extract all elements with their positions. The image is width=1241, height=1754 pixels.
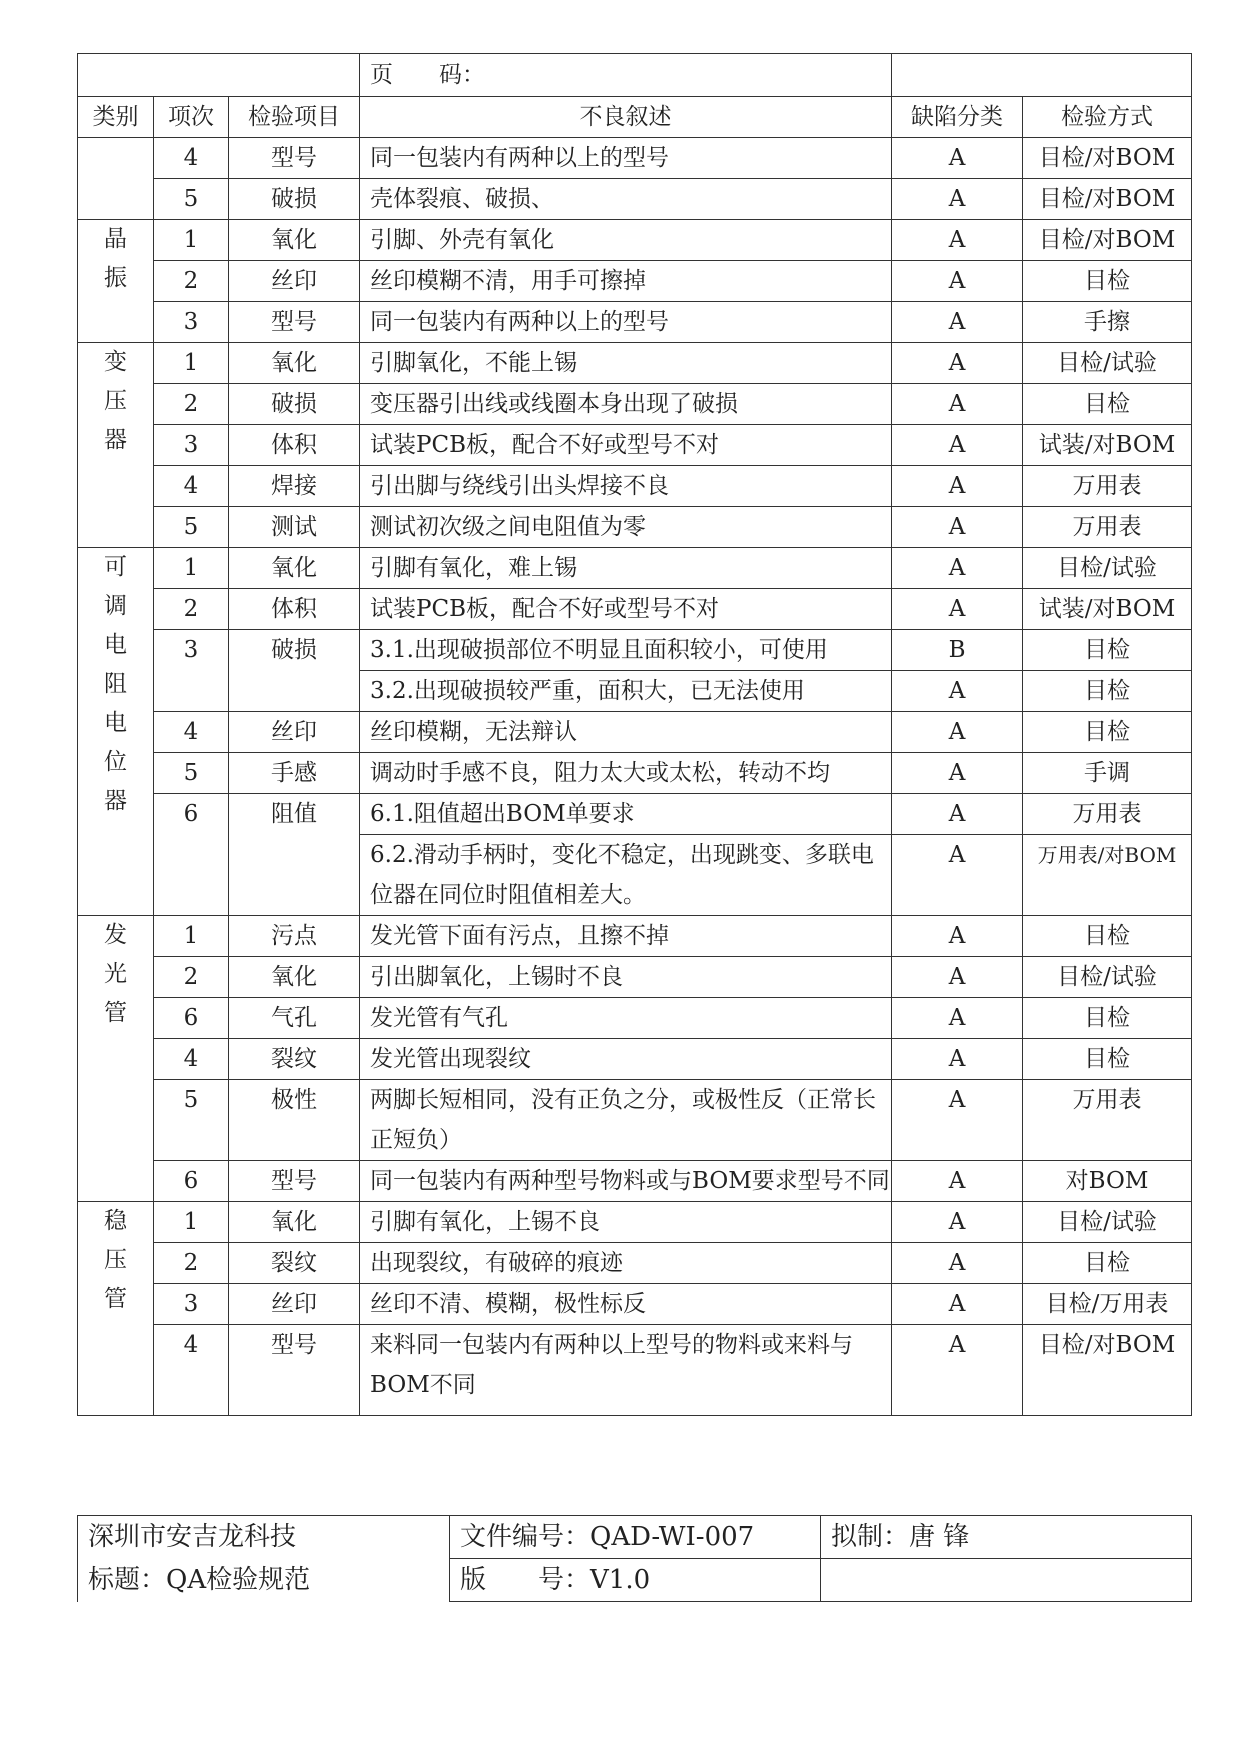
inspection-item: 氧化 [229, 1202, 360, 1243]
defect-class: B [892, 630, 1023, 671]
inspection-method: 目检 [1023, 998, 1192, 1039]
category-cell: 晶振 [78, 220, 154, 343]
inspection-item: 阻值 [229, 794, 360, 916]
table-row [78, 507, 1192, 548]
inspection-method: 对BOM [1023, 1161, 1192, 1202]
defect-class: A [892, 916, 1023, 957]
defect-description: 两脚长短相同，没有正负之分，或极性反（正常长正短负） [360, 1080, 892, 1161]
inspection-method: 目检 [1023, 1039, 1192, 1080]
inspection-method: 目检/对BOM [1023, 1325, 1192, 1416]
table-row [78, 1039, 1192, 1080]
header-inspection-item: 检验项目 [229, 97, 360, 138]
item-number: 6 [154, 998, 229, 1039]
item-number: 1 [154, 916, 229, 957]
defect-description: 壳体裂痕、破损、 [360, 179, 892, 220]
header-defect-description: 不良叙述 [360, 97, 892, 138]
inspection-method: 目检/对BOM [1023, 220, 1192, 261]
table-row [78, 1161, 1192, 1202]
inspection-item: 丝印 [229, 712, 360, 753]
item-number: 3 [154, 425, 229, 466]
inspection-item: 丝印 [229, 1284, 360, 1325]
inspection-item: 型号 [229, 1161, 360, 1202]
defect-description: 引脚有氧化，难上锡 [360, 548, 892, 589]
inspection-item: 型号 [229, 138, 360, 179]
defect-description: 同一包装内有两种以上的型号 [360, 302, 892, 343]
defect-class: A [892, 1325, 1023, 1416]
table-row [78, 425, 1192, 466]
defect-class: A [892, 1243, 1023, 1284]
defect-class: A [892, 220, 1023, 261]
defect-class: A [892, 507, 1023, 548]
inspection-method: 万用表 [1023, 507, 1192, 548]
item-number: 6 [154, 794, 229, 916]
defect-description: 6.1.阻值超出BOM单要求 [360, 794, 892, 835]
defect-description: 丝印模糊，无法辩认 [360, 712, 892, 753]
item-number: 4 [154, 712, 229, 753]
defect-description: 发光管下面有污点，且擦不掉 [360, 916, 892, 957]
category-cell [78, 138, 154, 220]
defect-description: 引脚有氧化，上锡不良 [360, 1202, 892, 1243]
defect-description: 来料同一包装内有两种以上型号的物料或来料与BOM不同 [360, 1325, 892, 1416]
item-number: 2 [154, 261, 229, 302]
inspection-method: 目检 [1023, 384, 1192, 425]
inspection-method: 试装/对BOM [1023, 425, 1192, 466]
defect-description: 引脚、外壳有氧化 [360, 220, 892, 261]
inspection-method: 万用表 [1023, 466, 1192, 507]
defect-description: 引出脚与绕线引出头焊接不良 [360, 466, 892, 507]
item-number: 3 [154, 630, 229, 712]
defect-class: A [892, 753, 1023, 794]
item-number: 4 [154, 1325, 229, 1416]
inspection-item: 氧化 [229, 220, 360, 261]
inspection-item: 气孔 [229, 998, 360, 1039]
item-number: 5 [154, 753, 229, 794]
defect-class: A [892, 1161, 1023, 1202]
defect-class: A [892, 384, 1023, 425]
inspection-item: 破损 [229, 179, 360, 220]
defect-description: 测试初次级之间电阻值为零 [360, 507, 892, 548]
defect-description: 3.1.出现破损部位不明显且面积较小，可使用 [360, 630, 892, 671]
category-cell: 变压器 [78, 343, 154, 548]
table-row [78, 384, 1192, 425]
category-cell: 稳压管 [78, 1202, 154, 1416]
inspection-method: 目检 [1023, 1243, 1192, 1284]
defect-description: 引脚氧化，不能上锡 [360, 343, 892, 384]
category-cell: 可调电阻电位器 [78, 548, 154, 916]
inspection-item: 氧化 [229, 957, 360, 998]
inspection-method: 手调 [1023, 753, 1192, 794]
table-row [78, 1284, 1192, 1325]
table-row [78, 998, 1192, 1039]
inspection-item: 丝印 [229, 261, 360, 302]
inspection-method: 目检/试验 [1023, 1202, 1192, 1243]
table-row [78, 548, 1192, 589]
table-row [78, 916, 1192, 957]
defect-class: A [892, 179, 1023, 220]
item-number: 1 [154, 343, 229, 384]
item-number: 2 [154, 384, 229, 425]
header-inspection-method: 检验方式 [1023, 97, 1192, 138]
drafter: 拟制：唐 锋 [821, 1516, 1192, 1559]
table-row [78, 179, 1192, 220]
inspection-item: 氧化 [229, 548, 360, 589]
defect-description: 丝印模糊不清，用手可擦掉 [360, 261, 892, 302]
item-number: 3 [154, 1284, 229, 1325]
inspection-method: 万用表/对BOM [1023, 835, 1192, 916]
defect-description: 3.2.出现破损较严重，面积大，已无法使用 [360, 671, 892, 712]
inspection-method: 目检 [1023, 630, 1192, 671]
item-number: 5 [154, 1080, 229, 1161]
defect-class: A [892, 957, 1023, 998]
table-row [78, 138, 1192, 179]
item-number: 4 [154, 466, 229, 507]
table-row [78, 630, 1192, 671]
item-number: 1 [154, 220, 229, 261]
inspection-item: 裂纹 [229, 1243, 360, 1284]
inspection-table [77, 53, 1192, 1416]
defect-description: 变压器引出线或线圈本身出现了破损 [360, 384, 892, 425]
table-row [78, 589, 1192, 630]
defect-description: 试装PCB板，配合不好或型号不对 [360, 425, 892, 466]
inspection-item: 测试 [229, 507, 360, 548]
inspection-item: 体积 [229, 589, 360, 630]
document-footer [77, 1515, 1192, 1602]
defect-class: A [892, 1039, 1023, 1080]
defect-class: A [892, 302, 1023, 343]
inspection-method: 目检/试验 [1023, 343, 1192, 384]
document-title: 标题：QA检验规范 [78, 1559, 450, 1602]
inspection-method: 目检/万用表 [1023, 1284, 1192, 1325]
item-number: 4 [154, 1039, 229, 1080]
defect-class: A [892, 466, 1023, 507]
defect-class: A [892, 1284, 1023, 1325]
table-row [78, 794, 1192, 835]
inspection-item: 极性 [229, 1080, 360, 1161]
item-number: 2 [154, 589, 229, 630]
inspection-method: 目检/对BOM [1023, 138, 1192, 179]
inspection-item: 破损 [229, 630, 360, 712]
defect-class: A [892, 998, 1023, 1039]
inspection-item: 裂纹 [229, 1039, 360, 1080]
inspection-item: 型号 [229, 1325, 360, 1416]
item-number: 1 [154, 548, 229, 589]
inspection-item: 体积 [229, 425, 360, 466]
defect-class: A [892, 589, 1023, 630]
header-category: 类别 [78, 97, 154, 138]
item-number: 1 [154, 1202, 229, 1243]
defect-description: 出现裂纹，有破碎的痕迹 [360, 1243, 892, 1284]
defect-class: A [892, 425, 1023, 466]
company-name: 深圳市安吉龙科技 [78, 1516, 450, 1559]
defect-description: 发光管有气孔 [360, 998, 892, 1039]
defect-class: A [892, 1202, 1023, 1243]
inspection-method: 万用表 [1023, 794, 1192, 835]
table-row [78, 712, 1192, 753]
defect-description: 同一包装内有两种型号物料或与BOM要求型号不同 [360, 1161, 892, 1202]
defect-description: 试装PCB板，配合不好或型号不对 [360, 589, 892, 630]
defect-description: 调动时手感不良，阻力太大或太松，转动不均 [360, 753, 892, 794]
item-number: 2 [154, 1243, 229, 1284]
header-row [78, 97, 1192, 138]
defect-class: A [892, 794, 1023, 835]
item-number: 2 [154, 957, 229, 998]
table-row [78, 1243, 1192, 1284]
item-number: 4 [154, 138, 229, 179]
header-item-no: 项次 [154, 97, 229, 138]
defect-class: A [892, 835, 1023, 916]
defect-class: A [892, 1080, 1023, 1161]
defect-class: A [892, 671, 1023, 712]
item-number: 3 [154, 302, 229, 343]
inspection-item: 手感 [229, 753, 360, 794]
inspection-method: 万用表 [1023, 1080, 1192, 1161]
table-row [78, 220, 1192, 261]
item-number: 6 [154, 1161, 229, 1202]
table-row [78, 1325, 1192, 1416]
category-cell: 发光管 [78, 916, 154, 1202]
defect-class: A [892, 548, 1023, 589]
table-row [78, 466, 1192, 507]
defect-description: 发光管出现裂纹 [360, 1039, 892, 1080]
inspection-method: 目检/试验 [1023, 957, 1192, 998]
table-row [78, 302, 1192, 343]
item-number: 5 [154, 179, 229, 220]
inspection-item: 污点 [229, 916, 360, 957]
inspection-method: 手擦 [1023, 302, 1192, 343]
inspection-method: 目检 [1023, 671, 1192, 712]
inspection-method: 目检 [1023, 712, 1192, 753]
defect-class: A [892, 343, 1023, 384]
page-number-label: 页 码： [360, 54, 892, 97]
table-row [78, 1080, 1192, 1161]
defect-description: 同一包装内有两种以上的型号 [360, 138, 892, 179]
defect-class: A [892, 712, 1023, 753]
table-row [78, 1202, 1192, 1243]
page-number-row [78, 54, 1192, 97]
defect-class: A [892, 138, 1023, 179]
version-number: 版 号：V1.0 [450, 1559, 821, 1602]
inspection-item: 焊接 [229, 466, 360, 507]
table-row [78, 343, 1192, 384]
item-number: 5 [154, 507, 229, 548]
table-row [78, 957, 1192, 998]
defect-description: 丝印不清、模糊，极性标反 [360, 1284, 892, 1325]
table-row [78, 261, 1192, 302]
inspection-item: 氧化 [229, 343, 360, 384]
inspection-method: 目检/试验 [1023, 548, 1192, 589]
inspection-method: 目检 [1023, 916, 1192, 957]
inspection-item: 破损 [229, 384, 360, 425]
inspection-method: 目检/对BOM [1023, 179, 1192, 220]
defect-class: A [892, 261, 1023, 302]
inspection-method: 试装/对BOM [1023, 589, 1192, 630]
header-defect-class: 缺陷分类 [892, 97, 1023, 138]
inspection-method: 目检 [1023, 261, 1192, 302]
table-row [78, 753, 1192, 794]
defect-description: 引出脚氧化，上锡时不良 [360, 957, 892, 998]
inspection-item: 型号 [229, 302, 360, 343]
defect-description: 6.2.滑动手柄时，变化不稳定，出现跳变、多联电位器在同位时阻值相差大。 [360, 835, 892, 916]
document-number: 文件编号：QAD-WI-007 [450, 1516, 821, 1559]
